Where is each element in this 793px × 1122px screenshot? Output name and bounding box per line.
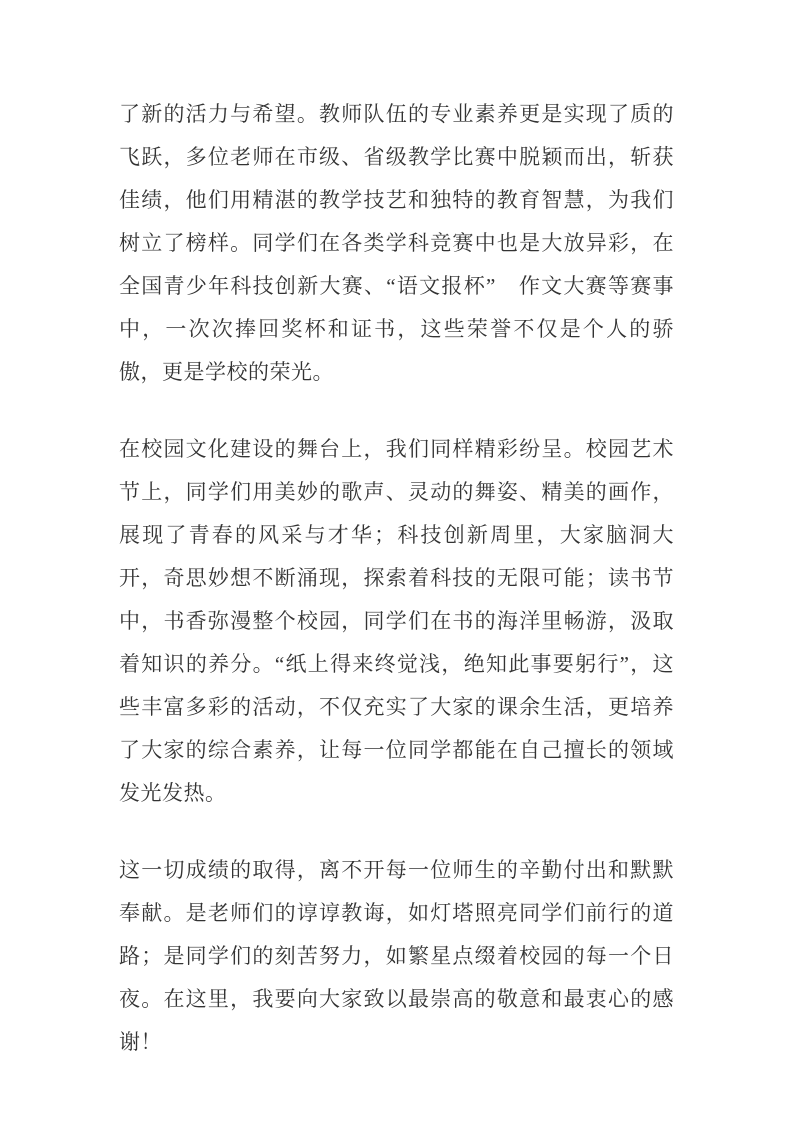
paragraph-gratitude: 这一切成绩的取得，离不开每一位师生的辛勤付出和默默奉献。是老师们的谆谆教诲，如灯塔照亮同学们前行的道路；是同学们的刻苦努力，如繁星点缀着校园的每一个日夜。在这里，我要向大家致以最崇高的敬意和最衷心的感谢！ xyxy=(119,858,674,1054)
paragraph-achievements: 了新的活力与希望。教师队伍的专业素养更是实现了质的飞跃，多位老师在市级、省级教学比赛中脱颖而出，斩获佳绩，他们用精湛的教学技艺和独特的教育智慧，为我们树立了榜样。同学们在各类学科竞赛中也是大放异彩，在全国青少年科技创新大赛、“语文报杯” 作文大赛等赛事中，一次次捧回奖杯和证书，这些荣誉不仅是个人的骄傲，更是学校的荣光。 xyxy=(119,102,674,384)
paragraph-campus-culture: 在校园文化建设的舞台上，我们同样精彩纷呈。校园艺术节上，同学们用美妙的歌声、灵动的舞姿、精美的画作，展现了青春的风采与才华；科技创新周里，大家脑洞大开，奇思妙想不断涌现，探索着科技的无限可能；读书节中，书香弥漫整个校园，同学们在书的海洋里畅游，汲取着知识的养分。“纸上得来终觉浅，绝知此事要躬行”，这些丰富多彩的活动，不仅充实了大家的课余生活，更培养了大家的综合素养，让每一位同学都能在自己擅长的领域发光发热。 xyxy=(119,437,674,805)
essay-text-block xyxy=(119,93,674,1064)
